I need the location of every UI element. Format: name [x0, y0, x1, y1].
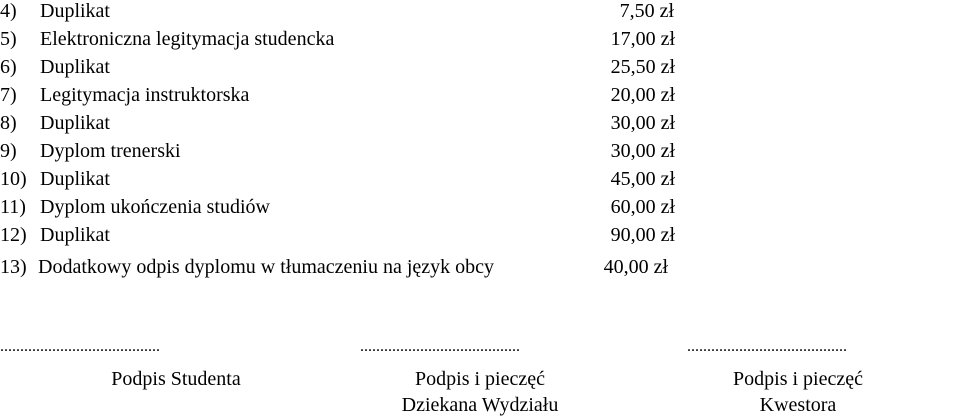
fee-number: 11): [0, 196, 26, 218]
fee-label: Duplikat: [40, 56, 110, 78]
fee-label: Duplikat: [40, 168, 110, 190]
fee-amount: 90,00 zł: [610, 224, 675, 246]
fee-row: [0, 193, 700, 221]
signature-dean: [382, 366, 578, 418]
fee-row: [0, 0, 700, 25]
fee-row: [0, 221, 700, 249]
signature-bursar-caption: Podpis i pieczęć: [733, 368, 863, 390]
fee-amount: 45,00 zł: [610, 168, 675, 190]
fee-number: 13): [0, 256, 27, 278]
fee-row: [0, 253, 700, 281]
signature-student: [0, 366, 352, 392]
fee-number: 12): [0, 224, 27, 246]
fee-amount: 30,00 zł: [610, 112, 675, 134]
fee-row: [0, 137, 700, 165]
fee-amount: 30,00 zł: [610, 140, 675, 162]
signature-bursar-title: Kwestora: [759, 394, 837, 416]
fee-amount: 20,00 zł: [610, 84, 675, 106]
fee-amount: 40,00 zł: [603, 256, 668, 278]
fee-row: [0, 81, 700, 109]
fee-row: [0, 109, 700, 137]
fee-amount: 60,00 zł: [610, 196, 675, 218]
fee-label: Elektroniczna legitymacja studencka: [40, 28, 335, 50]
fee-amount: 25,50 zł: [610, 56, 675, 78]
signature-dean-caption: Podpis i pieczęć: [415, 368, 545, 390]
fee-number: 4): [0, 0, 17, 22]
fee-label: Duplikat: [40, 112, 110, 134]
signature-line-bursar: ........................................: [687, 338, 847, 355]
fee-number: 9): [0, 140, 17, 162]
fee-row: [0, 25, 700, 53]
signature-bursar: [700, 366, 896, 418]
fee-number: 6): [0, 56, 17, 78]
signature-line-dean: ........................................: [360, 338, 520, 355]
fee-number: 8): [0, 112, 17, 134]
fee-label: Dyplom ukończenia studiów: [40, 196, 270, 218]
fee-label: Dodatkowy odpis dyplomu w tłumaczeniu na język obcy: [38, 256, 495, 278]
signature-dean-title: Dziekana Wydziału: [401, 394, 559, 416]
fee-number: 5): [0, 28, 17, 50]
fee-label: Duplikat: [40, 0, 110, 22]
fee-label: Duplikat: [40, 224, 110, 246]
signature-line-student: ........................................: [0, 338, 160, 355]
fee-row: [0, 165, 700, 193]
fee-number: 10): [0, 168, 27, 190]
fee-amount: 7,50 zł: [619, 0, 674, 22]
signature-student-caption: Podpis Studenta: [111, 368, 241, 390]
fee-row: [0, 53, 700, 81]
fee-label: Legitymacja instruktorska: [40, 84, 250, 106]
fee-number: 7): [0, 84, 17, 106]
fee-amount: 17,00 zł: [610, 28, 675, 50]
fee-label: Dyplom trenerski: [40, 140, 181, 162]
